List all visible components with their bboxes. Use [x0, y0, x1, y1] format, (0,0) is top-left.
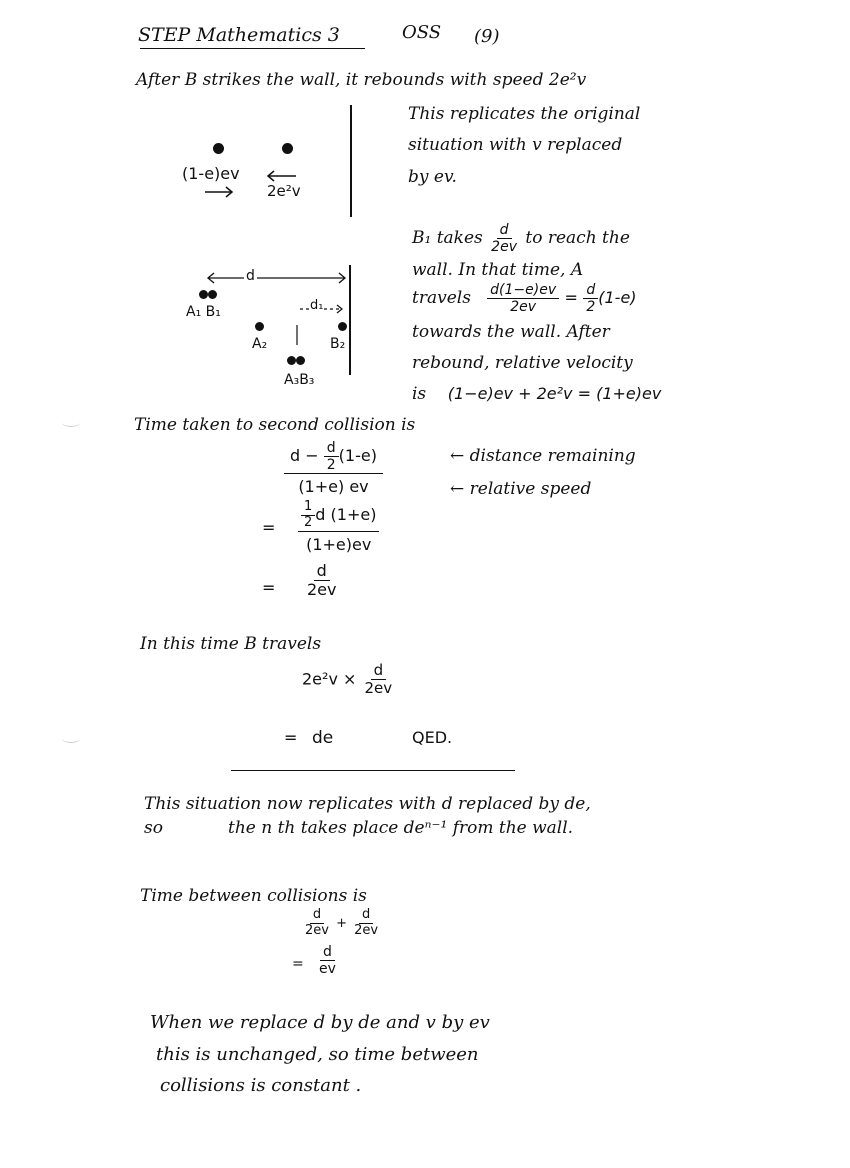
ball-b3-dot	[296, 356, 305, 365]
note2-line5: rebound, relative velocity	[412, 353, 633, 373]
note2-line1-suffix: to reach the	[525, 228, 630, 249]
ball-b-speed: 2e²v	[267, 182, 301, 200]
between-result: $\frac{d}{ev}$	[319, 944, 336, 978]
label-a3-b3: A₃B₃	[284, 372, 315, 388]
calc3-fraction: $\frac{d}{2ev}$	[307, 561, 337, 600]
distance-label-d: d	[246, 268, 255, 284]
conclusion-line3: collisions is constant .	[160, 1075, 362, 1096]
note2-line2: wall. In that time, A	[412, 260, 584, 280]
note-relative-speed: ← relative speed	[450, 479, 592, 499]
qed-mark: QED.	[412, 728, 453, 747]
margin-mark-bottom	[62, 734, 80, 743]
time-heading: Time taken to second collision is	[134, 415, 416, 435]
margin-mark-top	[62, 418, 80, 427]
ball-b2-dot	[338, 322, 347, 331]
ball-a-speed: (1-e)ev	[182, 164, 240, 183]
ball-a2-dot	[255, 322, 264, 331]
header-code: OSS	[402, 22, 442, 43]
b-travel-heading: In this time B travels	[140, 634, 322, 654]
note1-line2: situation with v replaced	[408, 135, 623, 155]
note2-line3: travels $\frac{d(1-e)ev}{2ev}$ = $\frac{d}{2}$ (1-e)	[412, 282, 637, 316]
calc2-fraction: $\frac{1}{2}$ d (1+e) (1+e)ev	[298, 500, 379, 554]
note2-line1-prefix: B₁ takes	[412, 228, 483, 249]
ball-b1-dot	[208, 290, 217, 299]
label-a1-b1: A₁ B₁	[186, 304, 221, 320]
label-a2: A₂	[252, 336, 268, 352]
label-b2: B₂	[330, 336, 346, 352]
b-travel-expression: 2e²v × $\frac{d}{2ev}$	[302, 661, 393, 698]
note2-line4: towards the wall. After	[412, 322, 610, 342]
conclusion-line1: When we replace d by de and v by ev	[150, 1012, 490, 1033]
calc1-denominator: (1+e) ev	[298, 477, 369, 497]
calc2-eq: =	[262, 518, 276, 537]
note-distance-remaining: ← distance remaining	[450, 446, 636, 466]
between-heading: Time between collisions is	[140, 886, 367, 906]
conclusion-line2: this is unchanged, so time between	[156, 1044, 479, 1065]
result-eq: =	[284, 728, 298, 747]
between-eq: =	[292, 956, 304, 972]
situation-line2: the n th takes place deⁿ⁻¹ from the wall.	[228, 818, 574, 838]
situation-so: so	[144, 818, 163, 838]
situation-line1: This situation now replicates with d replaced by de,	[144, 794, 591, 814]
fraction-d-over-2ev: $\frac{d}{2ev}$	[491, 222, 517, 256]
title-text: STEP Mathematics 3	[138, 24, 340, 46]
fraction-travel: $\frac{d(1-e)ev}{2ev}$	[487, 282, 559, 315]
page-number: (9)	[474, 26, 500, 47]
note2-line1	[412, 222, 630, 255]
note1-line3: by ev.	[408, 167, 457, 187]
section-divider	[231, 770, 515, 771]
note1-line1: This replicates the original	[408, 104, 641, 124]
ball-a3-dot	[287, 356, 296, 365]
calc1-fraction	[284, 440, 383, 497]
calc1-numerator: d − $\frac{d}{2}$ (1-e)	[284, 440, 383, 474]
calc3-eq: =	[262, 578, 276, 597]
note2-line6: is (1−e)ev + 2e²v = (1+e)ev	[412, 384, 662, 404]
between-sum: $\frac{d}{2ev}$ + $\frac{d}{2ev}$	[305, 907, 379, 938]
ball-a1-dot	[199, 290, 208, 299]
distance-label-d1: d₁	[310, 298, 324, 313]
intro-text: After B strikes the wall, it rebounds with speed 2e²v	[136, 70, 587, 90]
wall-line-2	[349, 265, 351, 375]
result-value: de	[312, 728, 334, 748]
fraction-d-over-2: $\frac{d}{2}$	[583, 282, 598, 315]
